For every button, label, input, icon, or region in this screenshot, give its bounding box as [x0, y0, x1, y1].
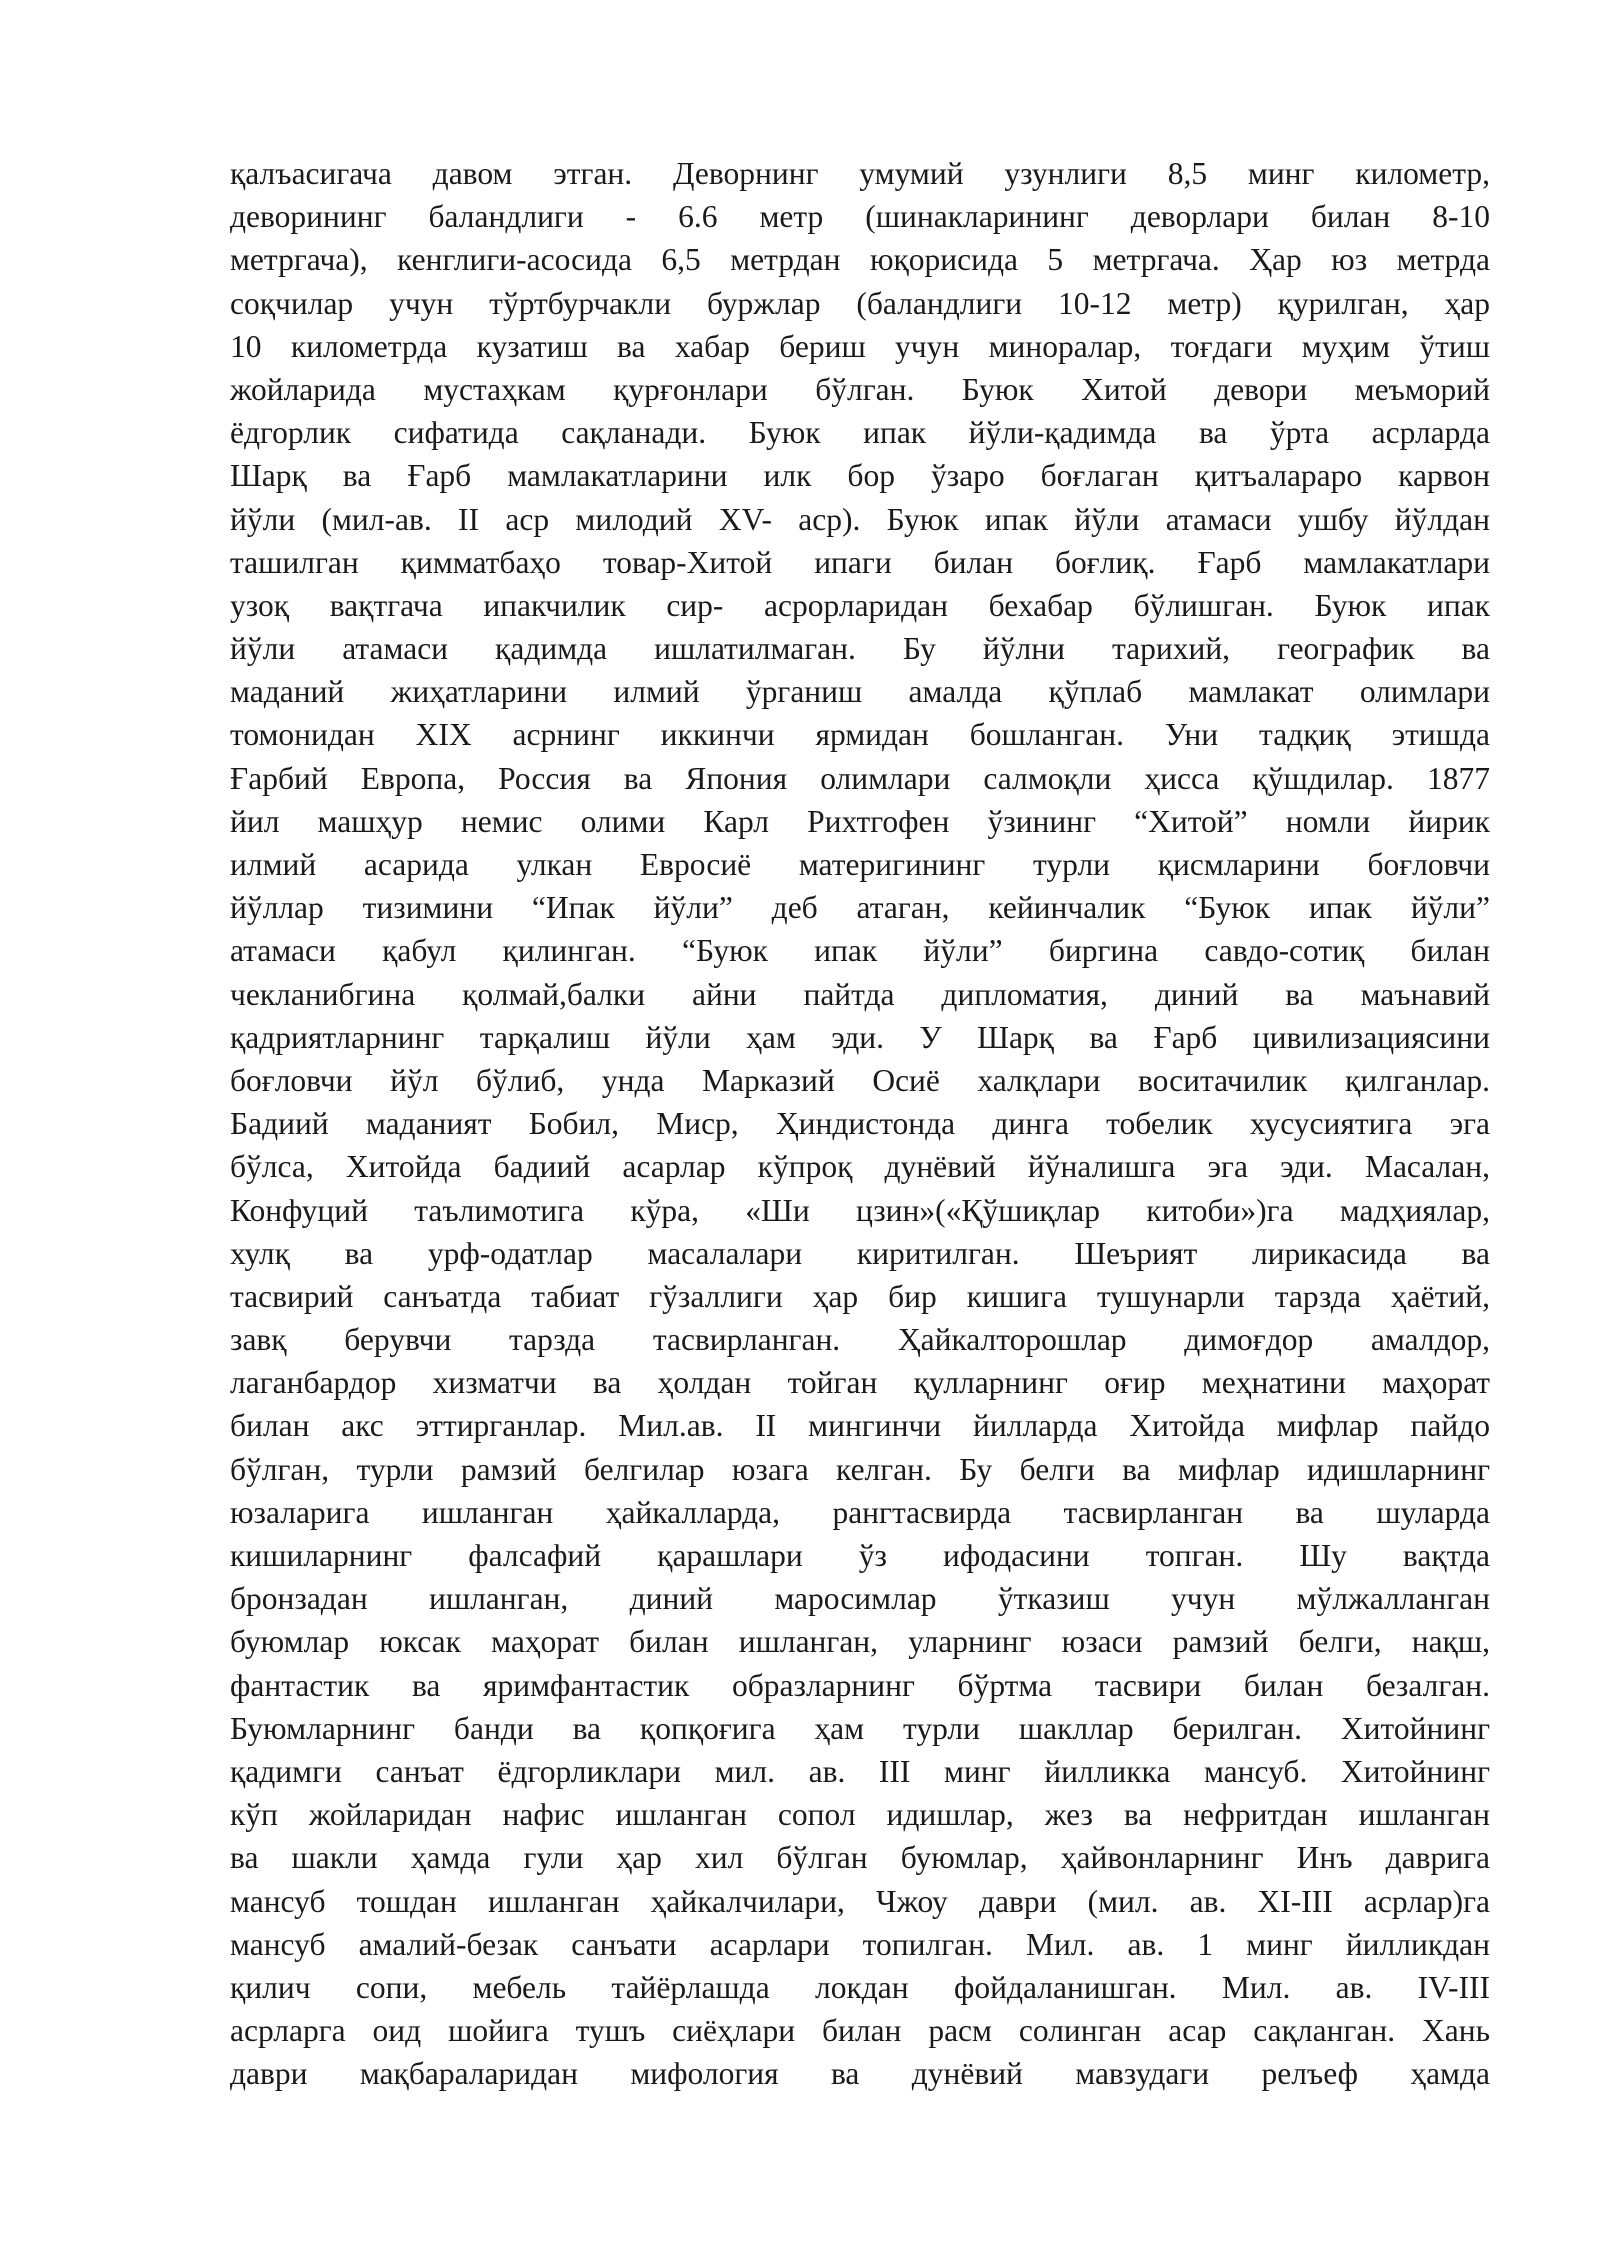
text-line: метргача), кенглиги-асосида 6,5 метрдан юқорисида 5 метргача. Ҳар юз метрда — [230, 242, 1490, 278]
text-line: ёдгорлик сифатида сақланади. Буюк ипак йўли-қадимда ва ўрта асрларда — [230, 415, 1490, 451]
text-line: бўлган, турли рамзий белгилар юзага келган. Бу белги ва мифлар идишларнинг — [230, 1451, 1490, 1487]
text-line: 10 километрда кузатиш ва хабар бериш учун миноралар, тоғдаги муҳим ўтиш — [230, 328, 1490, 364]
text-line: қадимги санъат ёдгорликлари мил. ав. III минг йилликка мансуб. Хитойнинг — [230, 1753, 1490, 1789]
text-line: ва шакли ҳамда гули ҳар хил бўлган буюмлар, ҳайвонларнинг Инъ даврига — [230, 1840, 1490, 1876]
text-line: фантастик ва яримфантастик образларнинг бўртма тасвири билан безалган. — [230, 1667, 1490, 1703]
text-line: маданий жиҳатларини илмий ўрганиш амалда қўплаб мамлакат олимлари — [230, 674, 1490, 710]
text-line: асрларга оид шойига тушъ сиёҳлари билан расм солинган асар сақланган. Хань — [230, 2013, 1490, 2049]
text-line: йўли атамаси қадимда ишлатилмаган. Бу йўлни тарихий, географик ва — [230, 631, 1490, 667]
text-line: лаганбардор хизматчи ва ҳолдан тойган қулларнинг оғир меҳнатини маҳорат — [230, 1365, 1490, 1401]
text-line: чекланибгина қолмай,балки айни пайтда дипломатия, диний ва маънавий — [230, 976, 1490, 1012]
text-line: жойларида мустаҳкам қурғонлари бўлган. Буюк Хитой девори меъморий — [230, 371, 1490, 407]
text-line: тасвирий санъатда табиат гўзаллиги ҳар бир кишига тушунарли тарзда ҳаётий, — [230, 1278, 1490, 1314]
text-line: Буюмларнинг банди ва қопқоғига ҳам турли шакллар берилган. Хитойнинг — [230, 1710, 1490, 1746]
text-line: бронзадан ишланган, диний маросимлар ўтказиш учун мўлжалланган — [230, 1581, 1490, 1617]
text-line: кўп жойларидан нафис ишланган сопол идишлар, жез ва нефритдан ишланган — [230, 1797, 1490, 1833]
text-line: Бадиий маданият Бобил, Миср, Ҳиндистонда динга тобелик хусусиятига эга — [230, 1106, 1490, 1142]
text-line: хулқ ва урф-одатлар масалалари киритилган. Шеърият лирикасида ва — [230, 1235, 1490, 1271]
text-line: кишиларнинг фалсафий қарашлари ўз ифодасини топган. Шу вақтда — [230, 1538, 1490, 1573]
text-line: узоқ вақтгача ипакчилик сир- асрорларидан бехабар бўлишган. Буюк ипак — [230, 587, 1490, 623]
text-line: билан акс эттирганлар. Мил.ав. II мингинчи йилларда Хитойда мифлар пайдо — [230, 1408, 1490, 1444]
text-line: деворининг баландлиги - 6.6 метр (шинакларининг деворлари билан 8-10 — [230, 199, 1490, 235]
text-line: Конфуций таълимотига кўра, «Ши цзин»(«Қўшиқлар китоби»)га мадҳиялар, — [230, 1192, 1490, 1228]
text-line: илмий асарида улкан Евросиё материгининг турли қисмларини боғловчи — [230, 847, 1490, 882]
text-line: Шарқ ва Ғарб мамлакатларини илк бор ўзаро боғлаган қитъалараро карвон — [230, 458, 1490, 494]
text-line: бўлса, Хитойда бадиий асарлар кўпроқ дунёвий йўналишга эга эди. Масалан, — [230, 1149, 1490, 1185]
text-line: юзаларига ишланган ҳайкалларда, рангтасвирда тасвирланган ва шуларда — [230, 1494, 1490, 1530]
text-line: йил машҳур немис олими Карл Рихтгофен ўзининг “Хитой” номли йирик — [230, 803, 1490, 839]
text-line: буюмлар юксак маҳорат билан ишланган, уларнинг юзаси рамзий белги, нақш, — [230, 1624, 1490, 1660]
text-line: завқ берувчи тарзда тасвирланган. Ҳайкалторошлар димоғдор амалдор, — [230, 1322, 1490, 1358]
text-line: ташилган қимматбаҳо товар-Хитой ипаги билан боғлиқ. Ғарб мамлакатлари — [230, 544, 1490, 580]
text-line: атамаси қабул қилинган. “Буюк ипак йўли” биргина савдо-сотиқ билан — [230, 933, 1490, 969]
text-line: томонидан XIX асрнинг иккинчи ярмидан бошланган. Уни тадқиқ этишда — [230, 717, 1490, 753]
text-line: боғловчи йўл бўлиб, унда Марказий Осиё халқлари воситачилик қилганлар. — [230, 1062, 1490, 1098]
text-line: йўллар тизимини “Ипак йўли” деб атаган, кейинчалик “Буюк ипак йўли” — [230, 890, 1490, 926]
text-line: қалъасигача давом этган. Деворнинг умумий узунлиги 8,5 минг километр, — [230, 156, 1490, 191]
body-text — [230, 152, 1490, 2095]
text-line: даври мақбараларидан мифология ва дунёвий мавзудаги релъеф ҳамда — [230, 2056, 1490, 2092]
text-line: мансуб амалий-безак санъати асарлари топилган. Мил. ав. 1 минг йилликдан — [230, 1926, 1490, 1962]
text-line: мансуб тошдан ишланган ҳайкалчилари, Чжоу даври (мил. ав. XI-III асрлар)га — [230, 1883, 1490, 1919]
text-line: Ғарбий Европа, Россия ва Япония олимлари салмоқли ҳисса қўшдилар. 1877 — [230, 760, 1490, 796]
text-line: қилич сопи, мебель тайёрлашда локдан фойдаланишган. Мил. ав. IV-III — [230, 1969, 1490, 2005]
text-line: қадриятларнинг тарқалиш йўли ҳам эди. У Шарқ ва Ғарб цивилизациясини — [230, 1019, 1490, 1055]
text-line: йўли (мил-ав. II аср милодий XV- аср). Буюк ипак йўли атамаси ушбу йўлдан — [230, 501, 1490, 537]
text-line: соқчилар учун тўртбурчакли буржлар (баландлиги 10-12 метр) қурилган, ҳар — [230, 285, 1490, 321]
